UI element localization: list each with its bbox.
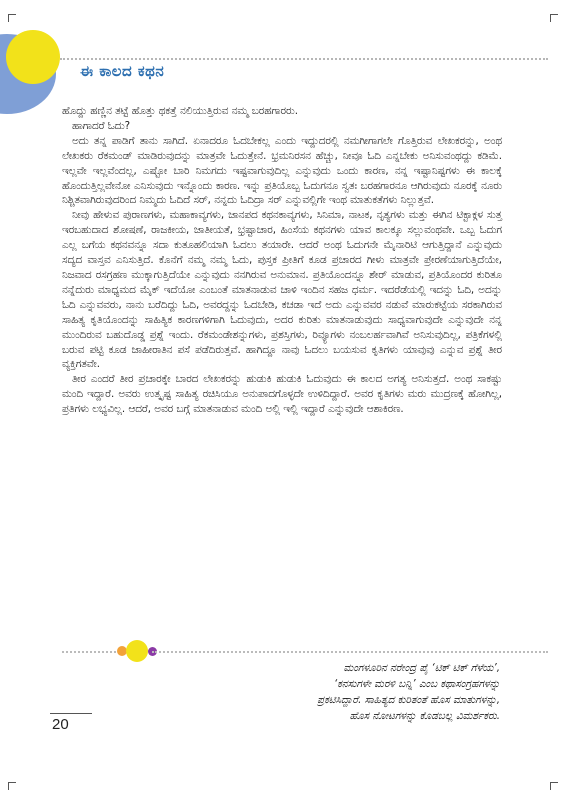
paragraph: ಹೊದ್ದು ಹಣ್ಣಿನ ತಟ್ಟೆ ಹೊತ್ತು ಥಕತ್ತೆ ನಲಿಯುತ್ತಿರುವ ನಮ್ಮ ಬರಹಗಾರರು. <box>62 105 298 117</box>
paragraph: ನೀವು ಹೇಳುವ ಪುರಾಣಗಳು, ಮಹಾಕಾವ್ಯಗಳು, ಜಾನಪದ ಕಥನಕಾವ್ಯಗಳು, ಸಿನಿಮಾ, ನಾಟಕ, ನೃತ್ಯಗಳು ಮತ್ತು ಈಗಿನ ಟಿಕ್ಟಾಕ್ಗಳ ಸುತ್ತ ಇರಬಹುದಾದ ಶೋಷಣೆ, ರಾಜಕೀಯ, ಜಾತೀಯತೆ, ಭ್ರಷ್ಟಾಚಾರ, ಹಿಂಸೆಯ ಕಥನಗಳು ಯಾವ ಕಾಲಕ್ಕೂ ಸಲ್ಲುವಂಥವೇ. ಒಬ್ಬ ಓದುಗ ಎಲ್ಲ ಬಗೆಯ ಕಥನವನ್ನೂ ಸದಾ ಕುತೂಹಲಿಯಾಗಿ ಓದಲು ತಯಾರೇ. ಆದರೆ ಅಂಥ ಓದುಗನೇ ಮೈನಾರಿಟಿ ಆಗುತ್ತಿದ್ದಾನೆ ಎನ್ನುವುದು ಸದ್ಯದ ವಾಸ್ತವ ಎನಿಸುತ್ತಿದೆ. ಕೊನೆಗೆ ನಮ್ಮ ನಮ್ಮ ಓದು, ಪುಸ್ತಕ ಪ್ರೀತಿಗೆ ಕೂಡ ಪ್ರಚಾರದ ಗೀಳು ಮಾತ್ರವೇ ಪ್ರೇರಣೆಯಾಗುತ್ತಿದೆಯೇ, ನಿಜವಾದ ರಸಗ್ರಹಣ ಮುಕ್ಕಾಗುತ್ತಿದೆಯೇ ಎನ್ನುವುದು ನನಗಿರುವ ಅನುಮಾನ. ಪ್ರತಿಯೊಂದನ್ನೂ ಶೇರ್ ಮಾಡುವ, ಪ್ರತಿಯೊಂದರ ಕುರಿತೂ ನನ್ನೆದುರು ಮಾಧ್ಯಮದ ಮೈಕ್ ಇದೆಯೋ ಎಂಬಂತೆ ಮಾತನಾಡುವ ಚಾಳಿ ಇಂದಿನ ಸಹಜ ಧರ್ಮ. ಇದರೆಡೆಯಲ್ಲಿ ಇದನ್ನು ಓದಿ, ಅದನ್ನು ಓದಿ ಎನ್ನುವವರು, ನಾನು ಬರೆದಿದ್ದು ಓದಿ, ಅವರದ್ದನ್ನು ಓದಬೇಡಿ, ಕಚಡಾ ಇದೆ ಅದು ಎನ್ನುವವರ ನಡುವೆ ಮಾರುಕಟ್ಟೆಯ ಸರಕಾಗಿರುವ ಸಾಹಿತ್ಯ ಕೃತಿಯೊಂದನ್ನು ಸಾಹಿತ್ಯಿಕ ಕಾರಣಗಳಿಗಾಗಿ ಓದುವುದು, ಅದರ ಕುರಿತು ಮಾತನಾಡುವುದು ಸಾಧ್ಯವಾಗುವುದೇ ಎನ್ನುವುದೇ ನನ್ನ ಮುಂದಿರುವ ಬಹುದೊಡ್ಡ ಪ್ರಶ್ನೆ ಇಂದು. ರೆಕಮಂಡೇಶನ್ನುಗಳು, ಪ್ರಶಸ್ತಿಗಳು, ರಿವ್ಯೂಗಳು ನಂಬಲರ್ಹವಾಗಿವೆ ಅನಿಸುವುದಿಲ್ಲ, ಪತ್ರಿಕೆಗಳಲ್ಲಿ ಬರುವ ಪಟ್ಟಿ ಕೂಡ ಜಾಹೀರಾತಿನ ಪಸೆ ಪಡೆದಿರುತ್ತವೆ. ಹಾಗಿದ್ದೂ ನಾವು ಓದಲು ಬಯಸುವ ಕೃತಿಗಳು ಯಾವುವು ಎನ್ನುವ ಪ್ರಶ್ನೆ ತೀರ ವ್ಯಕ್ತಿಗತವೇ. <box>62 209 502 371</box>
page-number-rule <box>50 713 92 714</box>
author-note-line: ಪ್ರಕಟಿಸಿದ್ದಾರೆ. ಸಾಹಿತ್ಯದ ಕುರಿತಂತೆ ಹೊಸ ಮಾತುಗಳನ್ನು, <box>317 694 500 706</box>
author-note <box>268 660 500 724</box>
paragraph: ಹಾಗಾದರೆ ಓದು? <box>72 119 131 132</box>
paragraph: ತೀರ ಎಂದರೆ ತೀರ ಪ್ರಚಾರಕ್ಕೇ ಬಾರದ ಲೇಖಕರನ್ನು ಹುಡುಕಿ ಹುಡುಕಿ ಓದುವುದು ಈ ಕಾಲದ ಅಗತ್ಯ ಅನಿಸುತ್ತದೆ. ಅಂಥ ಸಾಕಷ್ಟು ಮಂದಿ ಇದ್ದಾರೆ. ಅವರು ಉತ್ಕೃಷ್ಟ ಸಾಹಿತ್ಯ ರಚಿಸಿಯೂ ಅನುಪಾದಗೊಳ್ಳದೇ ಉಳಿದಿದ್ದಾರೆ. ಅವರ ಕೃತಿಗಳು ಮರು ಮುದ್ರಣಕ್ಕೆ ಹೋಗಿಲ್ಲ, ಪ್ರತಿಗಳು ಲಭ್ಯವಿಲ್ಲ. ಆದರೆ, ಅವರ ಬಗ್ಗೆ ಮಾತನಾಡುವ ಮಂದಿ ಅಲ್ಲಿ ಇಲ್ಲಿ ಇದ್ದಾರೆ ಎನ್ನುವುದೇ ಆಶಾಕಿರಣ. <box>62 373 502 416</box>
crop-mark-bottom-left <box>8 782 16 790</box>
crop-mark-top-left <box>8 14 16 22</box>
header-dotted-rule <box>60 58 548 60</box>
decorative-yellow-circle <box>6 30 60 84</box>
author-note-line: ‘ಕನಸುಗಳೇ ಮರಳಿ ಬನ್ನಿ’ ಎಂಬ ಕಥಾಸಂಗ್ರಹಗಳನ್ನು <box>334 678 500 690</box>
section-title: ಈ ಕಾಲದ ಕಥನ <box>80 62 165 80</box>
author-note-line: ಹೊಸ ನೋಟಗಳನ್ನು ಕೊಡಬಲ್ಲ ವಿಮರ್ಶಕರು. <box>349 710 500 722</box>
crop-mark-top-right <box>550 14 558 22</box>
crop-mark-bottom-right <box>550 782 558 790</box>
page-number: 20 <box>52 716 69 733</box>
separator-dotted-rule <box>62 651 120 653</box>
separator-dotted-rule <box>152 651 548 653</box>
article-body <box>62 104 502 417</box>
paragraph: ಅದು ತನ್ನ ಪಾಡಿಗೆ ತಾನು ಸಾಗಿದೆ. ಏನಾದರೂ ಓದಬೇಕಲ್ಲ ಎಂದು ಇದ್ದುದರಲ್ಲಿ ನಮಗೀಗಾಗಲೇ ಗೊತ್ತಿರುವ ಲೇಖಕರನ್ನು, ಅಂಥ ಲೇಖಕರು ರೆಕಮಂಡ್ ಮಾಡಿರುವುದನ್ನು ಮಾತ್ರವೇ ಓದುತ್ತೇನೆ. ಭ್ರಮನಿರಸನ ಹೆಚ್ಚು, ನೀವೂ ಓದಿ ಎನ್ನಬೇಕು ಅನಿಸುವಂಥದ್ದು ಕಡಿಮೆ. ಇಲ್ಲವೇ ಇಲ್ಲವೆಂದಲ್ಲ, ಎಷ್ಟೋ ಬಾರಿ ನಿಮಗದು ಇಷ್ಟವಾಗುವುದಿಲ್ಲ ಎನ್ನುವುದು ಒಂದು ಕಾರಣ, ನನ್ನ ಇಷ್ಟಾನಿಷ್ಟಗಳು ಈ ಕಾಲಕ್ಕೆ ಹೊಂದುತ್ತಿಲ್ಲವೇನೋ ಎನಿಸುವುದು ಇನ್ನೊಂದು ಕಾರಣ. ಇನ್ನು ಪ್ರತಿಯೊಬ್ಬ ಓದುಗನೂ ಸ್ವತಃ ಬರಹಗಾರನೂ ಆಗಿರುವುದು ನೂರಕ್ಕೆ ನೂರು ನಿಶ್ಚಿತವಾಗಿರುವುದರಿಂದ ನಿಮ್ಮದು ಓದಿದೆ ಸರ್, ನನ್ನದು ಓದಿದ್ರಾ ಸರ್ ಎನ್ನುವಲ್ಲಿಗೇ ಇಂಥ ಮಾತುಕತೆಗಳು ನಿಲ್ಲುತ್ತವೆ. <box>62 134 502 207</box>
author-note-line: ಮಂಗಳೂರಿನ ನರೇಂದ್ರ ಪೈ ‘ಟಿಕ್ ಟಿಕ್ ಗೆಳೆಯ’, <box>343 662 500 674</box>
decorative-yellow-dot <box>126 640 148 662</box>
